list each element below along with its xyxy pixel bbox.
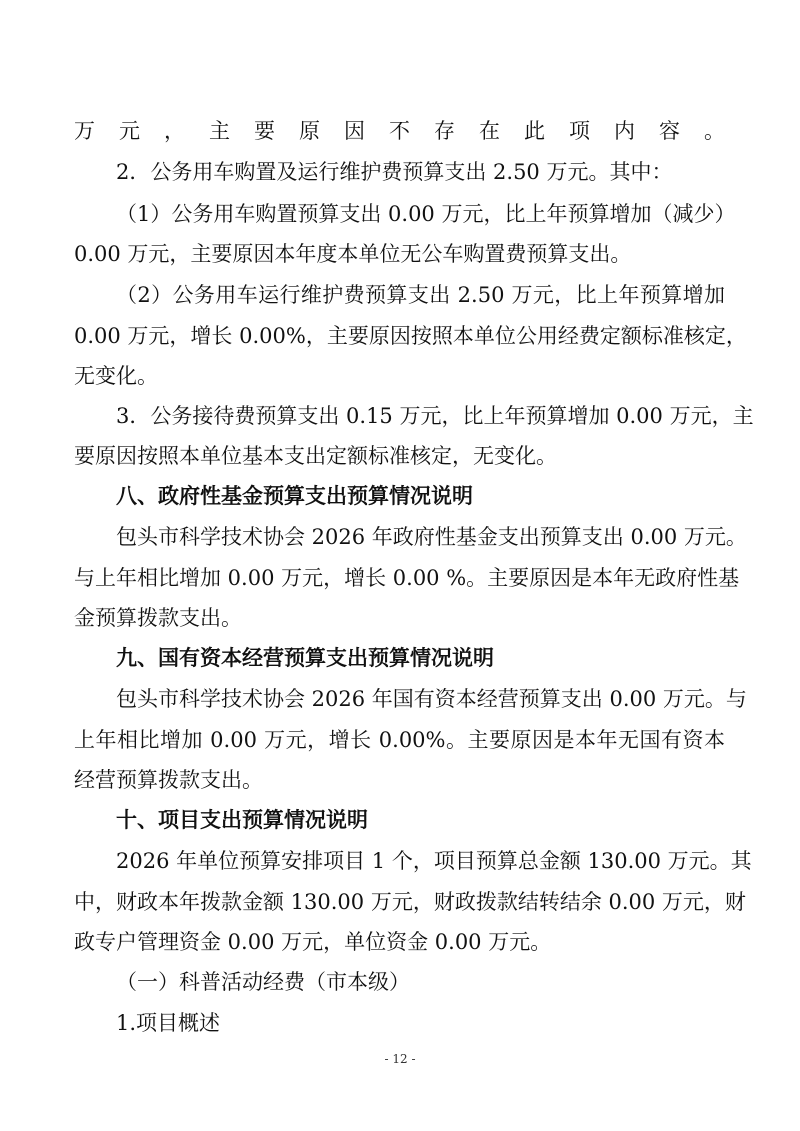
section-heading: 十、项目支出预算情况说明 bbox=[116, 808, 368, 832]
paragraph-line: 2．公务用车购置及运行维护费预算支出 2.50 万元。其中： bbox=[116, 160, 673, 184]
paragraph-line: 3．公务接待费预算支出 0.15 万元，比上年预算增加 0.00 万元，主 bbox=[116, 404, 754, 428]
paragraph-line: 0.00 万元，增长 0.00%，主要原因按照本单位公用经费定额标准核定， bbox=[74, 324, 747, 348]
paragraph-line: 政专户管理资金 0.00 万元，单位资金 0.00 万元。 bbox=[74, 930, 552, 954]
subsection-heading: 1.项目概述 bbox=[116, 1011, 221, 1035]
paragraph-line: 与上年相比增加 0.00 万元，增长 0.00 %。主要原因是本年无政府性基 bbox=[74, 566, 740, 590]
paragraph-line: 中，财政本年拨款金额 130.00 万元，财政拨款结转结余 0.00 万元，财 bbox=[74, 890, 746, 914]
section-heading: 八、政府性基金预算支出预算情况说明 bbox=[116, 484, 473, 508]
section-heading: 九、国有资本经营预算支出预算情况说明 bbox=[116, 646, 494, 670]
paragraph-line: 无变化。 bbox=[74, 364, 158, 388]
paragraph-line: 包头市科学技术协会 2026 年政府性基金支出预算支出 0.00 万元。 bbox=[116, 525, 747, 549]
paragraph-line: 2026 年单位预算安排项目 1 个，项目预算总金额 130.00 万元。其 bbox=[116, 849, 752, 873]
paragraph-line: （1）公务用车购置预算支出 0.00 万元，比上年预算增加（减少） bbox=[116, 202, 736, 226]
paragraph-line: 上年相比增加 0.00 万元，增长 0.00%。主要原因是本年无国有资本 bbox=[74, 728, 725, 752]
paragraph-line: （2）公务用车运行维护费预算支出 2.50 万元，比上年预算增加 bbox=[116, 283, 725, 307]
page-number: - 12 - bbox=[384, 1052, 416, 1066]
paragraph-line: 万元，主要原因不存在此项内容。 bbox=[74, 119, 725, 143]
paragraph-line: 经营预算拨款支出。 bbox=[74, 768, 263, 792]
subsection-heading: （一）科普活动经费（市本级） bbox=[116, 970, 410, 994]
paragraph-line: 金预算拨款支出。 bbox=[74, 606, 242, 630]
paragraph-line: 要原因按照本单位基本支出定额标准核定，无变化。 bbox=[74, 444, 557, 468]
paragraph-line: 包头市科学技术协会 2026 年国有资本经营预算支出 0.00 万元。与 bbox=[116, 687, 747, 711]
paragraph-line: 0.00 万元，主要原因本年度本单位无公车购置费预算支出。 bbox=[74, 242, 632, 266]
